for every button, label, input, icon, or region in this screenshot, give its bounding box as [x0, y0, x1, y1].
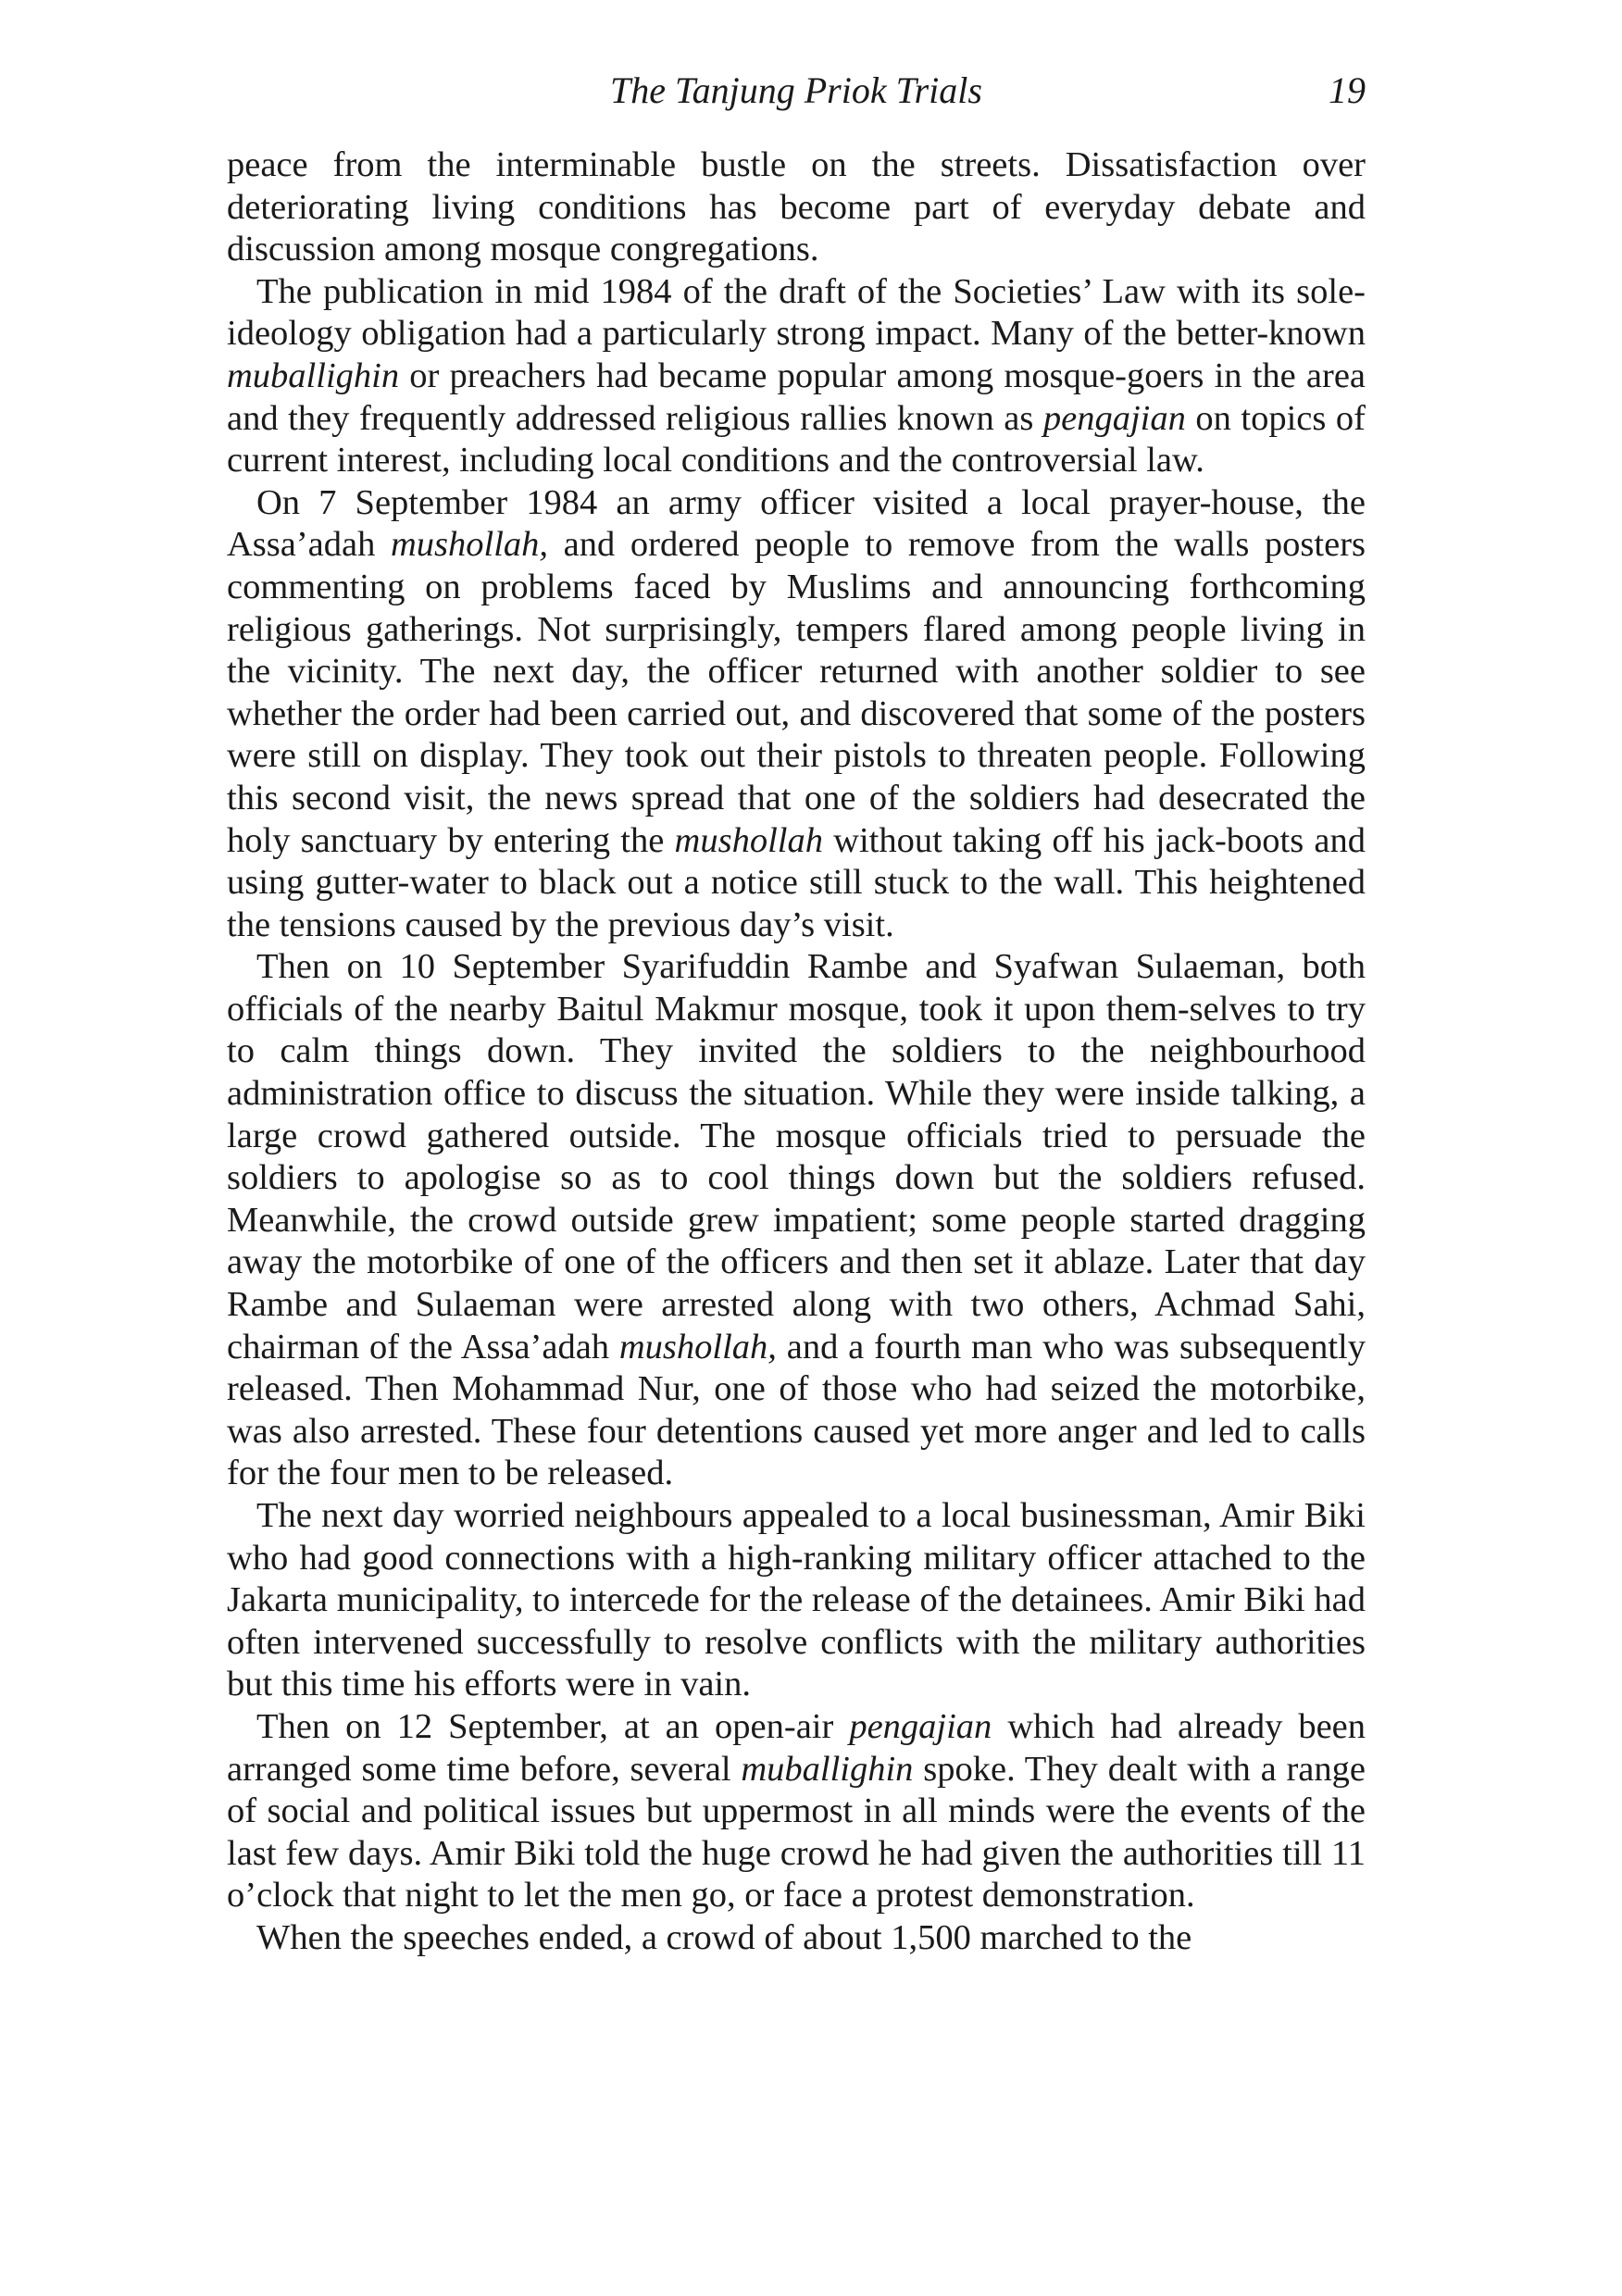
paragraph: [227, 1917, 1366, 1960]
paragraph: [227, 144, 1366, 271]
italic-term: pengajian: [1042, 398, 1186, 438]
text-run: peace from the interminable bustle on the streets. Dissatisfaction over deteriorating living conditions has become part of everyday debate and discussion among mosque congregations.: [227, 145, 1366, 269]
running-title: The Tanjung Priok Trials: [610, 69, 982, 111]
text-run: Then on 12 September, at an open-air: [256, 1706, 850, 1746]
paragraph: [227, 271, 1366, 482]
text-run: On 7 September 1984 an army officer visited a local prayer-house, the Assa’adah: [227, 482, 1366, 565]
text-run: spoke. They dealt with a range of social and political issues but uppermost in all minds were the events of the last few days. Amir Biki told the huge crowd he had given the authorities till 11 o’clock that night to let the men go, or face a protest demonstration.: [227, 1749, 1366, 1915]
paragraph: [227, 946, 1366, 1495]
text-run: and a fourth man who was subsequently released. Then Mohammad Nur, one of those who had seized the motorbike, was also arrested. These four detentions caused yet more anger and led to calls for the four men to be released.: [227, 1327, 1366, 1493]
italic-term: pengajian: [849, 1706, 992, 1746]
text-run: The next day worried neighbours appealed to a local businessman, Amir Biki who had good connections with a high-ranking military officer attached to the Jakarta municipality, to intercede for the release of the detainees. Amir Biki had often intervened successfully to resolve conflicts with the military authorities but this time his efforts were in vain.: [227, 1496, 1366, 1704]
paragraph: [227, 1706, 1366, 1917]
page-number: 19: [1329, 69, 1366, 111]
text-run: The publication in mid 1984 of the draft of the Societies’ Law with its sole-ideology obligation had a particularly strong impact. Many of the better-known: [227, 271, 1366, 354]
italic-term: mushollah,: [618, 1327, 777, 1366]
body-text: [227, 144, 1366, 1960]
text-run: Then on 10 September Syarifuddin Rambe and Syafwan Sulaeman, both officials of the nearby Baitul Makmur mosque, took it upon them-selves to try to calm things down. They invited the soldiers to the neighbourhood administration office to discuss the situation. While they were inside talking, a large crowd gathered outside. The mosque officials tried to persuade the soldiers to apologise so as to cool things down but the soldiers refused. Meanwhile, the crowd outside grew impatient; some people started dragging away the motorbike of one of the officers and then set it ablaze. Later that day Rambe and Sulaeman were arrested along with two others, Achmad Sahi, chairman of the Assa’adah: [227, 947, 1366, 1366]
text-run: without taking off his jack-boots and using gutter-water to black out a notice still stuck to the wall. This heightened the tensions caused by the previous day’s visit.: [227, 820, 1366, 944]
paragraph: [227, 482, 1366, 947]
italic-term: muballighin: [741, 1749, 914, 1789]
text-run: which had already been arranged some time before, several: [227, 1706, 1366, 1789]
italic-term: mushollah,: [390, 525, 549, 565]
text-run: When the speeches ended, a crowd of about 1,500 marched to the: [256, 1917, 1192, 1957]
italic-term: mushollah: [674, 820, 823, 860]
paragraph: [227, 1495, 1366, 1706]
text-run: or preachers had became popular among mosque-goers in the area and they frequently addressed religious rallies known as: [227, 356, 1366, 438]
text-run: and ordered people to remove from the walls posters commenting on problems faced by Muslims and announcing forthcoming religious gatherings. Not surprisingly, tempers flared among people living in the vicinity. The next day, the officer returned with another soldier to see whether the order had been carried out, and discovered that some of the posters were still on display. They took out their pistols to threaten people. Following this second visit, the news spread that one of the soldiers had desecrated the holy sanctuary by entering the: [227, 525, 1366, 860]
italic-term: muballighin: [227, 356, 400, 395]
running-head: [227, 63, 1366, 119]
text-run: on topics of current interest, including local conditions and the controversial law.: [227, 398, 1366, 480]
